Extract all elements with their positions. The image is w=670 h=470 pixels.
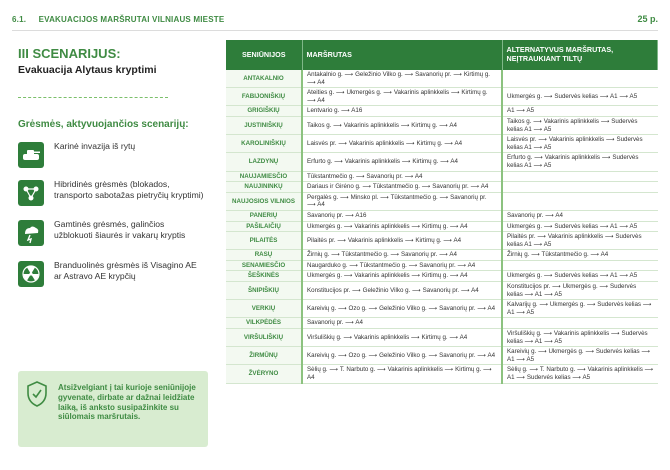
district-cell: NAUJAMIESČIO bbox=[226, 171, 302, 182]
alt-route-cell: Konstitucijos pr. ⟶ Ukmergės g. ⟶ Sudervės kelias ⟶ A1 ⟶ A5 bbox=[502, 282, 658, 300]
threat-text: Branduolinės grėsmės iš Visagino AE ar Astravo AE krypčių bbox=[54, 260, 197, 281]
alt-route-cell: Pilaitės pr. ⟶ Vakarinis aplinkkelis ⟶ Sudervės kelias A1 ⟶ A5 bbox=[502, 232, 658, 250]
page-number: 25 p. bbox=[637, 14, 658, 24]
alt-route-cell bbox=[502, 70, 658, 88]
storm-icon bbox=[18, 220, 44, 246]
route-cell: Pergalės g. ⟶ Minsko pl. ⟶ Tūkstantmečio g. ⟶ Savanorių pr. ⟶ A4 bbox=[302, 192, 502, 210]
district-cell: ANTAKALNIO bbox=[226, 70, 302, 88]
alt-route-cell: Laisvės pr. ⟶ Vakarinis aplinkkelis ⟶ Sudervės kelias A1 ⟶ A5 bbox=[502, 135, 658, 153]
district-cell: PANERIŲ bbox=[226, 210, 302, 221]
route-cell: Ukmergės g. ⟶ Vakarinis aplinkkelis ⟶ Kirtimų g. ⟶ A4 bbox=[302, 271, 502, 282]
route-cell: Erfurto g. ⟶ Vakarinis aplinkkelis ⟶ Kirtimų g. ⟶ A4 bbox=[302, 153, 502, 171]
district-cell: FABIJONIŠKIŲ bbox=[226, 88, 302, 106]
table-row bbox=[226, 271, 658, 282]
district-cell: ŠNIPIŠKIŲ bbox=[226, 282, 302, 300]
table-row bbox=[226, 182, 658, 193]
col-header-district: SENIŪNIJOS bbox=[226, 40, 302, 70]
alt-route-cell: Ukmergės g. ⟶ Sudervės kelias ⟶ A1 ⟶ A5 bbox=[502, 221, 658, 232]
table-row bbox=[226, 70, 658, 88]
radiation-icon bbox=[18, 261, 44, 287]
alt-route-cell: Sėlių g. ⟶ T. Narbuto g. ⟶ Vakarinis aplinkkelis ⟶ A1 ⟶ Sudervės kelias ⟶ A5 bbox=[502, 365, 658, 383]
district-cell: VILKPĖDĖS bbox=[226, 318, 302, 329]
alt-route-cell: Erfurto g. ⟶ Vakarinis aplinkkelis ⟶ Sudervės kelias A1 ⟶ A5 bbox=[502, 153, 658, 171]
table-row bbox=[226, 171, 658, 182]
route-cell: Lentvario g. ⟶ A16 bbox=[302, 106, 502, 117]
page-header bbox=[0, 0, 670, 38]
table-row bbox=[226, 192, 658, 210]
table-row bbox=[226, 88, 658, 106]
route-cell: Viršuliškių g. ⟶ Vakarinis aplinkkelis ⟶ Kirtimų g. ⟶ A4 bbox=[302, 329, 502, 347]
alt-route-cell bbox=[502, 192, 658, 210]
district-cell: PILAITĖS bbox=[226, 232, 302, 250]
table-row bbox=[226, 365, 658, 383]
district-cell: ŽIRMŪNŲ bbox=[226, 347, 302, 365]
alt-route-cell: Ukmergės g. ⟶ Sudervės kelias ⟶ A1 ⟶ A5 bbox=[502, 88, 658, 106]
table-row bbox=[226, 347, 658, 365]
route-cell: Ukmergės g. ⟶ Vakarinis aplinkkelis ⟶ Kirtimų g. ⟶ A4 bbox=[302, 221, 502, 232]
scenario-subtitle: Evakuacija Alytaus kryptimi bbox=[18, 64, 157, 76]
table-row bbox=[226, 221, 658, 232]
district-cell: ŠEŠKINĖS bbox=[226, 271, 302, 282]
table-row bbox=[226, 250, 658, 261]
table-row bbox=[226, 210, 658, 221]
section-title bbox=[12, 15, 224, 24]
table-row bbox=[226, 318, 658, 329]
routes-table bbox=[226, 40, 658, 384]
threat-text: Hibridinės grėsmės (blokados, transporto sabotažas pietryčių kryptimi) bbox=[54, 179, 204, 200]
route-cell: Ateities g. ⟶ Ukmergės g. ⟶ Vakarinis aplinkkelis ⟶ Kirtimų g. ⟶ A4 bbox=[302, 88, 502, 106]
alt-route-cell bbox=[502, 171, 658, 182]
district-cell: PAŠILAIČIŲ bbox=[226, 221, 302, 232]
alt-route-cell: Kareivių g. ⟶ Ukmergės g. ⟶ Sudervės kelias ⟶ A1 ⟶ A5 bbox=[502, 347, 658, 365]
district-cell: VERKIŲ bbox=[226, 300, 302, 318]
table-row bbox=[226, 106, 658, 117]
alt-route-cell: Viršuliškių g. ⟶ Vakarinis aplinkkelis ⟶ Sudervės kelias ⟶ A1 ⟶ A5 bbox=[502, 329, 658, 347]
table-row bbox=[226, 260, 658, 271]
route-cell: Žirnių g. ⟶ Tūkstantmečio g. ⟶ Savanorių pr. ⟶ A4 bbox=[302, 250, 502, 261]
alt-route-cell bbox=[502, 260, 658, 271]
table-body bbox=[226, 70, 658, 383]
table-row bbox=[226, 300, 658, 318]
table-row bbox=[226, 116, 658, 134]
route-cell: Konstitucijos pr. ⟶ Geležinio Vilko g. ⟶ Savanorių pr. ⟶ A4 bbox=[302, 282, 502, 300]
advice-note bbox=[18, 371, 208, 447]
left-panel bbox=[18, 40, 208, 130]
shield-check-icon bbox=[26, 381, 48, 407]
alt-route-cell: Taikos g. ⟶ Vakarinis aplinkkelis ⟶ Sudervės kelias A1 ⟶ A5 bbox=[502, 116, 658, 134]
col-header-route: MARŠRUTAS bbox=[302, 40, 502, 70]
alt-route-cell: Ukmergės g. ⟶ Sudervės kelias ⟶ A1 ⟶ A5 bbox=[502, 271, 658, 282]
district-cell: LAZDYNŲ bbox=[226, 153, 302, 171]
header-divider bbox=[12, 30, 658, 31]
threat-text: Gamtinės grėsmės, galinčios užblokuoti šiaurės ir vakarų kryptis bbox=[54, 219, 186, 240]
route-cell: Naugarduko g. ⟶ Tūkstantmečio g. ⟶ Savanorių pr. ⟶ A4 bbox=[302, 260, 502, 271]
route-cell: Dariaus ir Girėno g. ⟶ Tūkstantmečio g. ⟶ Savanorių pr. ⟶ A4 bbox=[302, 182, 502, 193]
alt-route-cell: Kalvarijų g. ⟶ Ukmergės g. ⟶ Sudervės kelias ⟶ A1 ⟶ A5 bbox=[502, 300, 658, 318]
route-cell: Savanorių pr. ⟶ A16 bbox=[302, 210, 502, 221]
alt-route-cell bbox=[502, 318, 658, 329]
alt-route-cell: Žirnių g. ⟶ Tūkstantmečio g. ⟶ A4 bbox=[502, 250, 658, 261]
note-text: Atsižvelgiant į tai kurioje seniūnijoje gyvenate, dirbate ar dažnai leidžiate laiką, iš anksto susipažinkite su siūlomais maršrutais. bbox=[58, 383, 196, 422]
table-row bbox=[226, 329, 658, 347]
table-header-row bbox=[226, 40, 658, 70]
district-cell: GRIGIŠKIŲ bbox=[226, 106, 302, 117]
table-row bbox=[226, 232, 658, 250]
col-header-alt-route: ALTERNATYVUS MARŠRUTAS, NEĮTRAUKIANT TILTŲ bbox=[502, 40, 658, 70]
alt-route-cell bbox=[502, 182, 658, 193]
route-cell: Taikos g. ⟶ Vakarinis aplinkkelis ⟶ Kirtimų g. ⟶ A4 bbox=[302, 116, 502, 134]
route-cell: Sėlių g. ⟶ T. Narbuto g. ⟶ Vakarinis aplinkkelis ⟶ Kirtimų g. ⟶ A4 bbox=[302, 365, 502, 383]
district-cell: ŽVĖRYNO bbox=[226, 365, 302, 383]
district-cell: RASŲ bbox=[226, 250, 302, 261]
route-cell: Tūkstantmečio g. ⟶ Savanorių pr. ⟶ A4 bbox=[302, 171, 502, 182]
dashed-divider bbox=[18, 97, 168, 98]
route-cell: Savanorių pr. ⟶ A4 bbox=[302, 318, 502, 329]
tank-icon bbox=[18, 142, 44, 168]
route-cell: Laisvės pr. ⟶ Vakarinis aplinkkelis ⟶ Kirtimų g. ⟶ A4 bbox=[302, 135, 502, 153]
district-cell: VIRŠULIŠKIŲ bbox=[226, 329, 302, 347]
district-cell: SENAMIESČIO bbox=[226, 260, 302, 271]
district-cell: NAUJOSIOS VILNIOS bbox=[226, 192, 302, 210]
table-row bbox=[226, 135, 658, 153]
table-row bbox=[226, 282, 658, 300]
network-icon bbox=[18, 180, 44, 206]
section-number: 6.1. bbox=[12, 15, 27, 24]
route-cell: Kareivių g. ⟶ Ozo g. ⟶ Geležinio Vilko g. ⟶ Savanorių pr. ⟶ A4 bbox=[302, 300, 502, 318]
threats-title: Grėsmės, aktyvuojančios scenarijų: bbox=[18, 119, 189, 130]
route-cell: Pilaitės pr. ⟶ Vakarinis aplinkkelis ⟶ Kirtimų g. ⟶ A4 bbox=[302, 232, 502, 250]
route-cell: Antakalnio g. ⟶ Geležinio Vilko g. ⟶ Savanorių pr. ⟶ Kirtimų g. ⟶ A4 bbox=[302, 70, 502, 88]
district-cell: NAUJININKŲ bbox=[226, 182, 302, 193]
scenario-title: III SCENARIJUS: bbox=[18, 46, 121, 61]
section-title-text: EVAKUACIJOS MARŠRUTAI VILNIAUS MIESTE bbox=[38, 15, 225, 24]
threat-text: Karinė invazija iš rytų bbox=[54, 141, 136, 151]
route-cell: Kareivių g. ⟶ Ozo g. ⟶ Geležinio Vilko g. ⟶ Savanorių pr. ⟶ A4 bbox=[302, 347, 502, 365]
alt-route-cell: Savanorių pr. ⟶ A4 bbox=[502, 210, 658, 221]
table-row bbox=[226, 153, 658, 171]
district-cell: KAROLINIŠKIŲ bbox=[226, 135, 302, 153]
alt-route-cell: A1 ⟶ A5 bbox=[502, 106, 658, 117]
district-cell: JUSTINIŠKIŲ bbox=[226, 116, 302, 134]
